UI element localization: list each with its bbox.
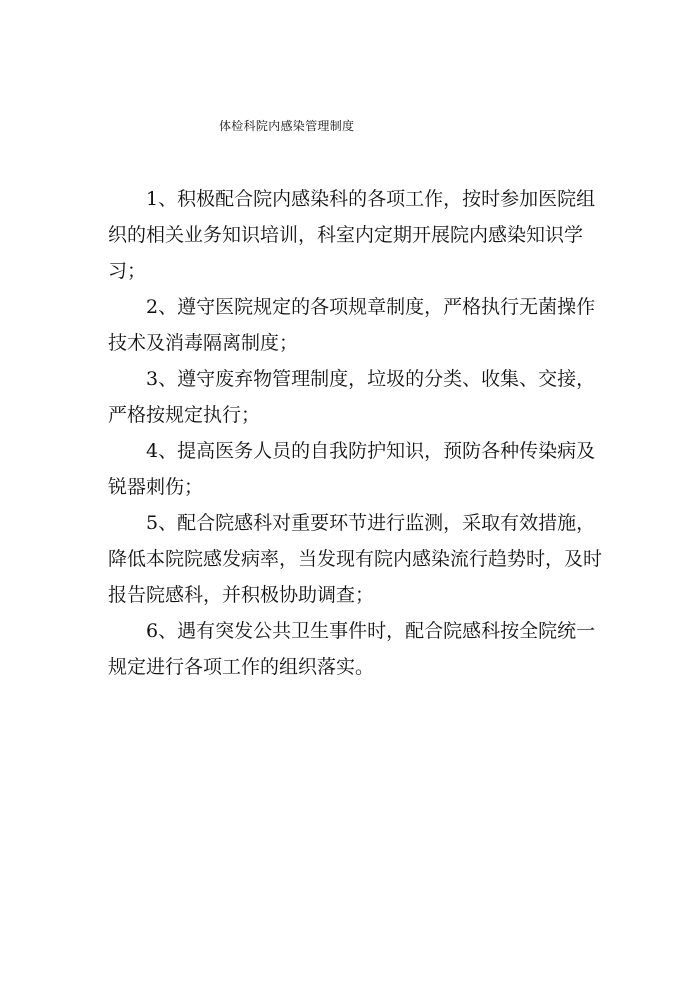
paragraph-6: 6、遇有突发公共卫生事件时，配合院感科按全院统一规定进行各项工作的组织落实。 xyxy=(108,620,596,678)
paragraph-2: 2、遵守医院规定的各项规章制度，严格执行无菌操作技术及消毒隔离制度； xyxy=(108,296,596,354)
document-title: 体检科院内感染管理制度 xyxy=(219,119,355,133)
paragraph-5: 5、配合院感科对重要环节进行监测，采取有效措施，降低本院院感发病率，当发现有院内感染流行趋势时，及时报告院感科，并积极协助调查； xyxy=(108,512,603,606)
document-body xyxy=(108,181,604,685)
paragraph-1: 1、积极配合院内感染科的各项工作，按时参加医院组织的相关业务知识培训，科室内定期开展院内感染知识学习； xyxy=(108,188,596,282)
paragraph-4: 4、提高医务人员的自我防护知识，预防各种传染病及锐器刺伤； xyxy=(108,440,596,498)
paragraph-3: 3、遵守废弃物管理制度，垃圾的分类、收集、交接，严格按规定执行； xyxy=(108,368,596,426)
